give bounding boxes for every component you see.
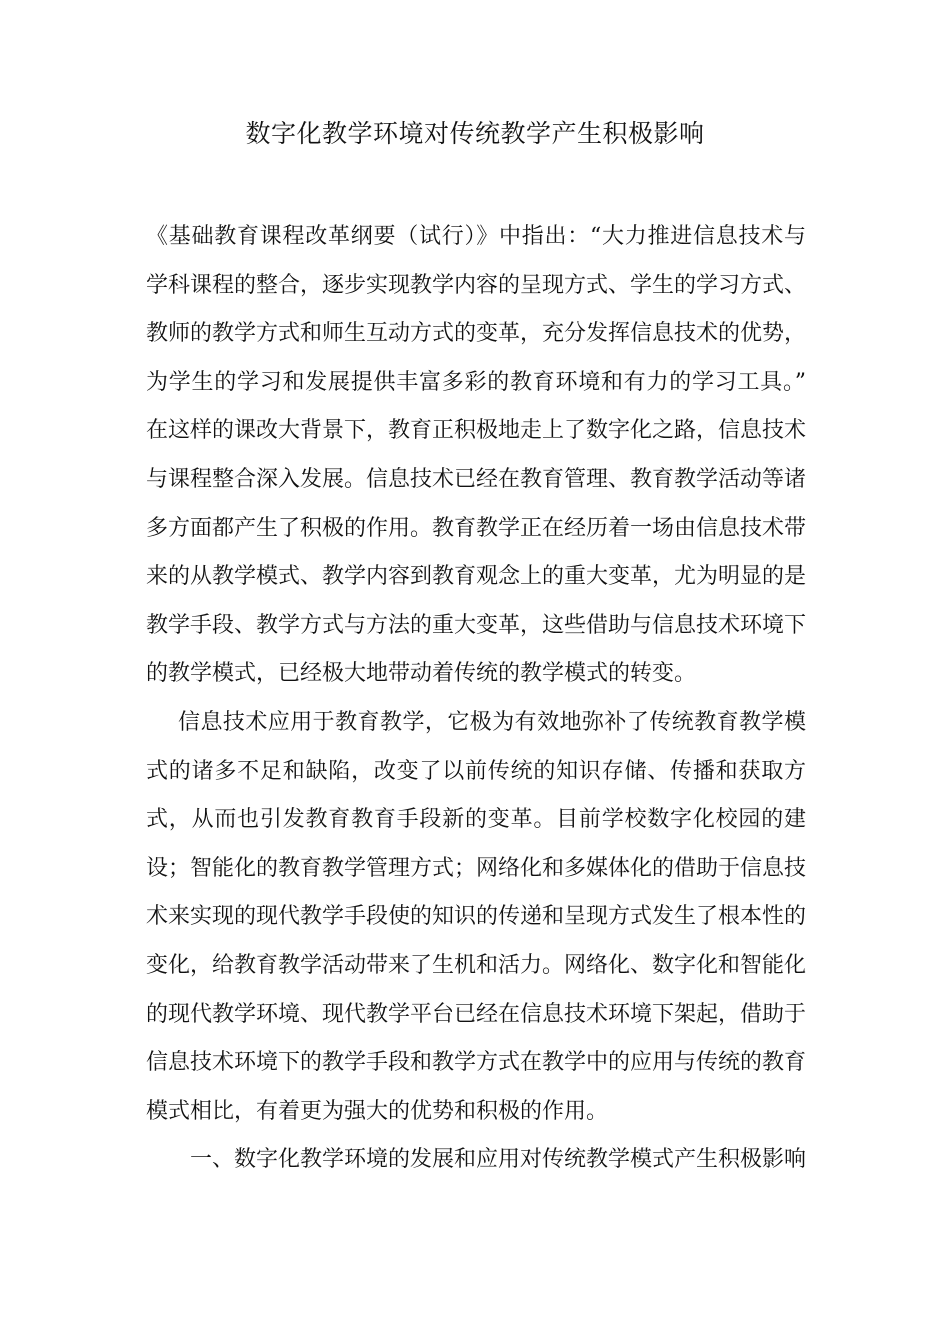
document-body (146, 213, 806, 1185)
paragraph-1: 《基础教育课程改革纲要（试行）》中指出：“大力推进信息技术与学科课程的整合，逐步实现教学内容的呈现方式、学生的学习方式、教师的教学方式和师生互动方式的变革，充分发挥信息技术的优势，为学生的学习和发展提供丰富多彩的教育环境和有力的学习工具。” 在这样的课改大背景下，教育正积极地走上了数字化之路，信息技术与课程整合深入发展。信息技术已经在教育管理、教育教学活动等诸多方面都产生了积极的作用。教育教学正在经历着一场由信息技术带来的从教学模式、教学内容到教育观念上的重大变革，尤为明显的是教学手段、教学方式与方法的重大变革，这些借助与信息技术环境下的教学模式，已经极大地带动着传统的教学模式的转变。 (146, 224, 807, 687)
section-heading: 一、数字化教学环境的发展和应用对传统教学模式产生积极影响 (190, 1147, 807, 1173)
document-title: 数字化教学环境对传统教学产生积极影响 (245, 119, 705, 148)
paragraph-2: 信息技术应用于教育教学，它极为有效地弥补了传统教育教学模式的诸多不足和缺陷，改变了以前传统的知识存储、传播和获取方式，从而也引发教育教育手段新的变革。目前学校数字化校园的建设；智能化的教育教学管理方式；网络化和多媒体化的借助于信息技术来实现的现代教学手段使的知识的传递和呈现方式发生了根本性的变化，给教育教学活动带来了生机和活力。网络化、数字化和智能化的现代教学环境、现代教学平台已经在信息技术环境下架起，借助于信息技术环境下的教学手段和教学方式在教学中的应用与传统的教育模式相比，有着更为强大的优势和积极的作用。 (146, 709, 807, 1124)
